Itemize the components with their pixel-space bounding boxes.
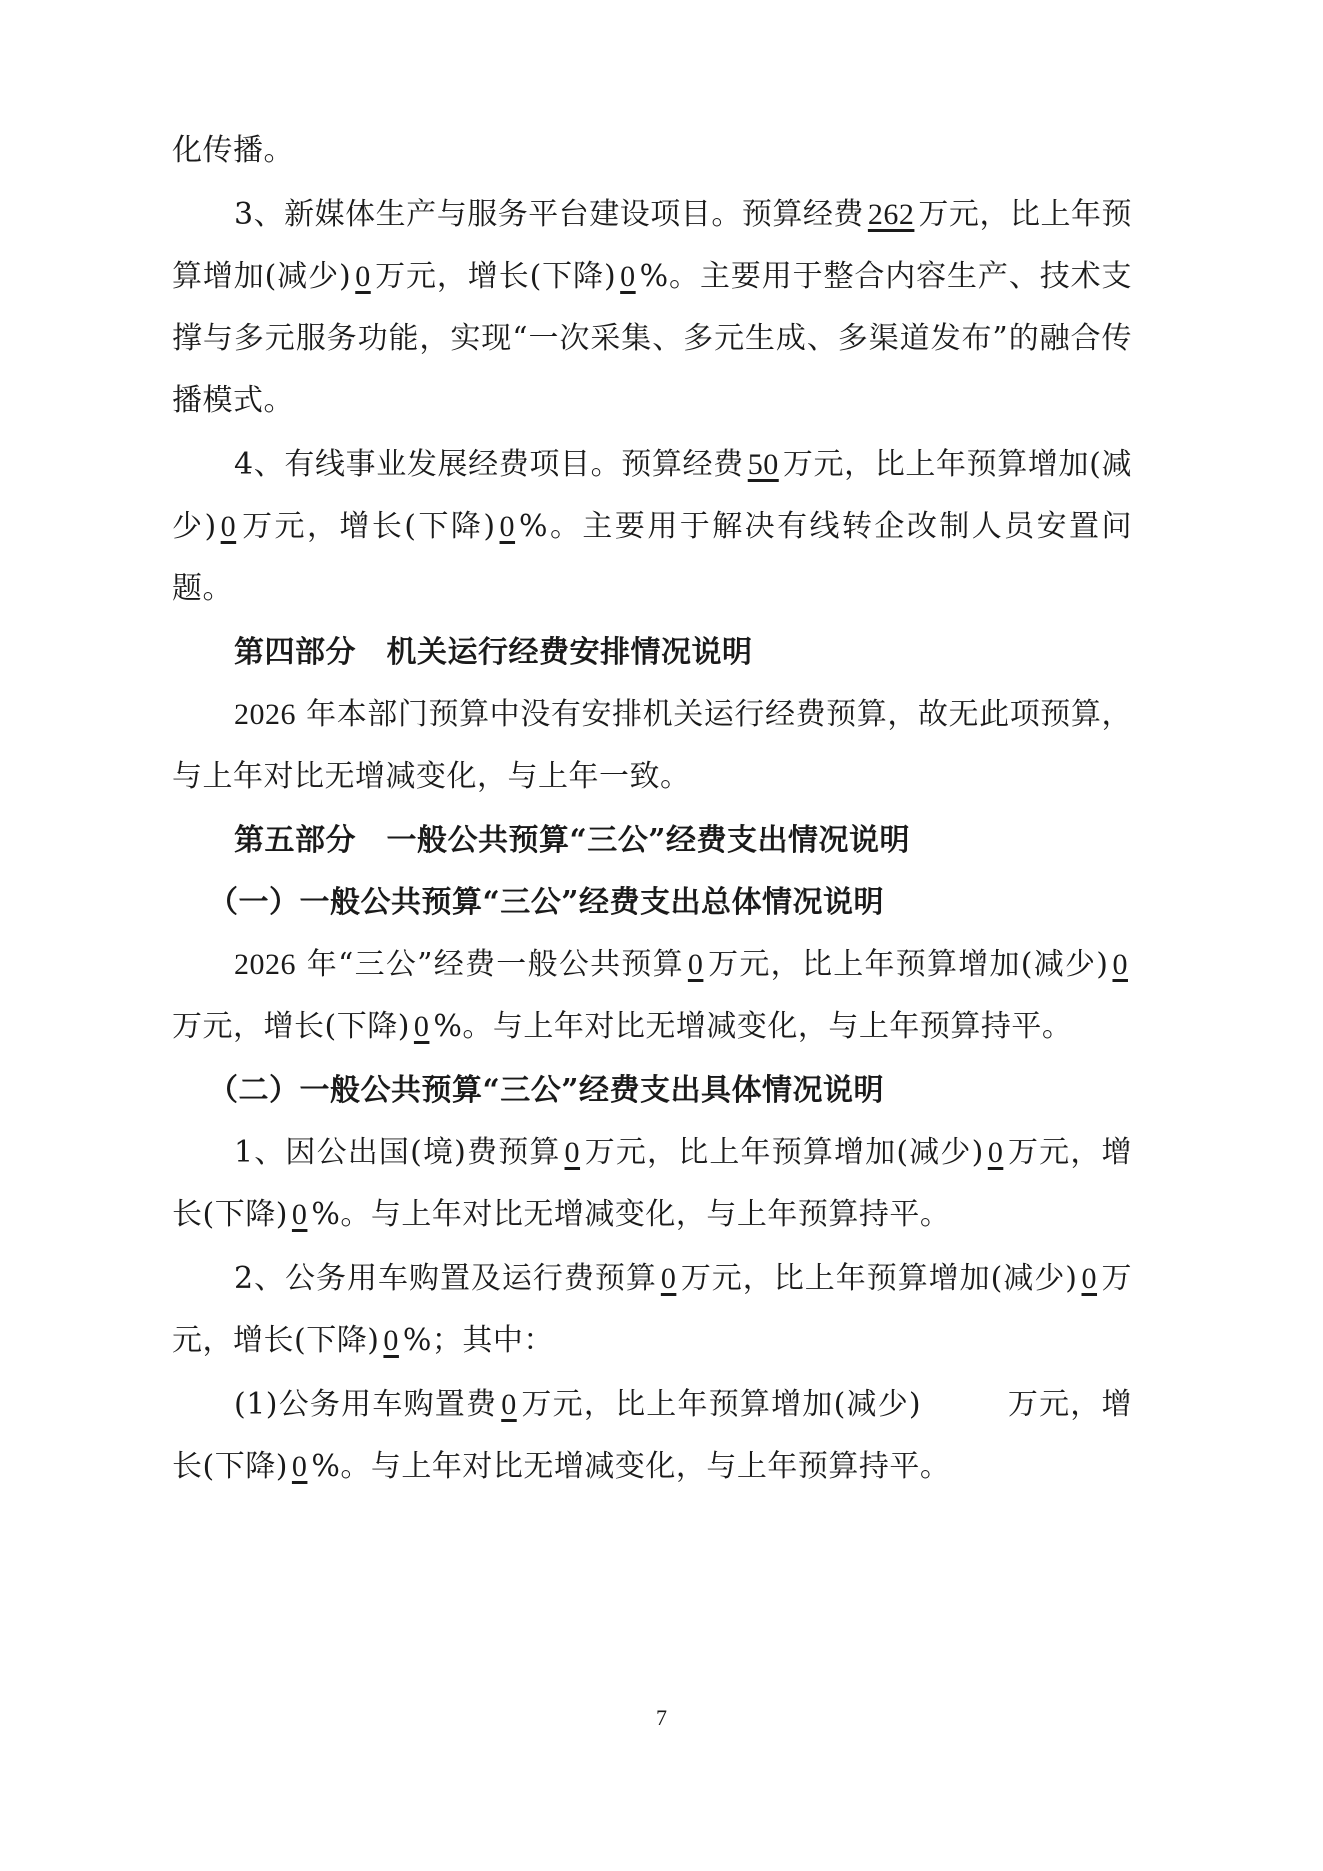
paragraph-part-5-section-1-body: 2026 年“三公”经费一般公共预算 0 万元，比上年预算增加(减少) 0万元，增长(下降) 0 %。与上年对比无增减变化，与上年预算持平。 [172, 934, 1132, 1058]
value-change-amount-4: 0 [220, 510, 237, 543]
value-sangong-change-amount: 0 [1112, 948, 1128, 981]
paragraph-item-4: 4、有线事业发展经费项目。预算经费 50 万元，比上年预算增加(减少) 0 万元，增长(下降) 0 %。主要用于解决有线转企改制人员安置问题。 [172, 447, 1132, 606]
value-vehicle-purchase-budget: 0 [501, 1388, 517, 1421]
value-budget-cable: 50 [747, 448, 779, 481]
value-vehicle-budget: 0 [660, 1262, 677, 1295]
paragraph-part-5-item-2: 2、公务用车购置及运行费预算 0 万元，比上年预算增加(减少) 0 万元，增长(下降) 0 %；其中： [172, 1261, 1132, 1358]
value-change-rate-3: 0 [620, 260, 636, 293]
value-overseas-change-rate: 0 [291, 1198, 308, 1231]
value-budget-new-media: 262 [867, 198, 915, 231]
paragraph-part-5-item-1: 1、因公出国(境)费预算 0 万元，比上年预算增加(减少) 0 万元，增长(下降) 0 %。与上年对比无增减变化，与上年预算持平。 [172, 1135, 1132, 1232]
heading-part-5-section-2: （二）一般公共预算“三公”经费支出具体情况说明 [208, 1073, 885, 1108]
heading-part-5-section-1: （一）一般公共预算“三公”经费支出总体情况说明 [208, 885, 885, 920]
value-vehicle-change-rate: 0 [383, 1324, 399, 1357]
value-sangong-change-rate: 0 [413, 1010, 430, 1043]
heading-part-4: 第四部分 机关运行经费安排情况说明 [234, 635, 753, 670]
paragraph-part-4-body: 2026 年本部门预算中没有安排机关运行经费预算，故无此项预算，与上年对比无增减变化，与上年一致。 [172, 697, 1132, 794]
value-change-amount-3: 0 [355, 260, 371, 293]
value-overseas-budget: 0 [564, 1136, 581, 1169]
value-vehicle-purchase-change-rate: 0 [291, 1450, 308, 1483]
paragraph-item-3: 3、新媒体生产与服务平台建设项目。预算经费 262 万元，比上年预算增加(减少) 0 万元，增长(下降) 0 %。主要用于整合内容生产、技术支撑与多元服务功能，实现“一次采集、多元生成、多渠道发布”的融合传播模式。 [172, 197, 1133, 418]
paragraph-part-5-item-2-sub-1: (1)公务用车购置费 0 万元，比上年预算增加(减少) 万元，增长(下降) 0 %。与上年对比无增减变化，与上年预算持平。 [172, 1387, 1132, 1484]
page-number: 7 [656, 1705, 667, 1730]
heading-part-5: 第五部分 一般公共预算“三公”经费支出情况说明 [234, 823, 911, 858]
value-change-rate-4: 0 [499, 510, 516, 543]
value-overseas-change-amount: 0 [987, 1136, 1004, 1169]
paragraph-continuation: 化传播。 [172, 133, 294, 168]
value-vehicle-change-amount: 0 [1081, 1262, 1098, 1295]
value-sangong-total: 0 [687, 948, 704, 981]
document-body [172, 120, 1132, 1500]
